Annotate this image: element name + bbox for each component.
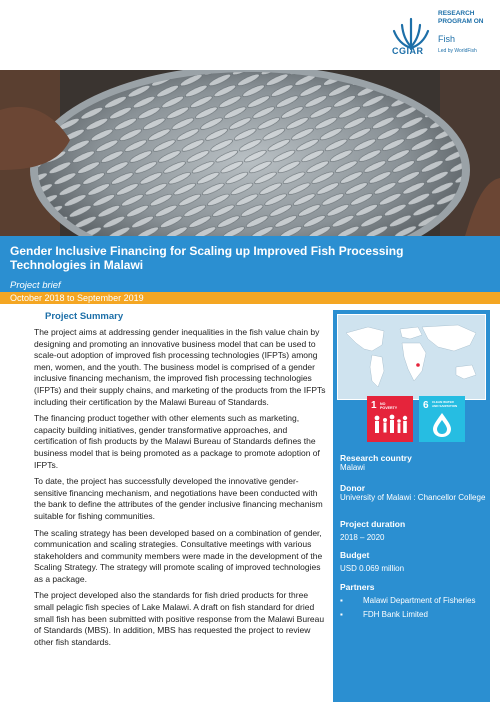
donor-label: Donor xyxy=(340,483,366,493)
summary-paragraph: The project aims at addressing gender inequalities in the fish value chain by designing and promoting an innovative business model that can be used to scale-out adoption of improved fish processing technologies (IFPTs) among men, women, and the youth. The business model is comprised of a gender inclusive financing mechanism, the improved fish processing technologies (IFPTs) and their supply chains, and marketing of the products from the IFPTs including their certification by the Malawi Bureau of Standards. xyxy=(34,327,326,407)
logo-program-text: RESEARCH PROGRAM ON xyxy=(438,10,484,25)
duration-label: Project duration xyxy=(340,519,406,529)
fish-basket-photo xyxy=(0,70,500,236)
logo-led-by-text: Led by WorldFish xyxy=(438,48,477,54)
partners-label: Partners xyxy=(340,582,375,592)
header xyxy=(0,0,500,70)
bullet-icon: ▪ xyxy=(340,610,343,619)
budget-value: USD 0.069 million xyxy=(340,564,405,573)
svg-text:POVERTY: POVERTY xyxy=(380,406,398,410)
malawi-marker-icon xyxy=(416,363,420,367)
project-dates: October 2018 to September 2019 xyxy=(10,293,144,303)
budget-label: Budget xyxy=(340,550,370,560)
page-subtitle: Project brief xyxy=(10,280,61,291)
summary-paragraph: To date, the project has successfully developed the innovative gender-sensitive financing mechanism, and negotiations have been conducted with the bank to define the attributes of the gender inclusive financing mechanism suitable for fishing communities. xyxy=(34,476,323,521)
partner-item: ▪ FDH Bank Limited xyxy=(340,610,428,619)
duration-value: 2018 – 2020 xyxy=(340,533,385,542)
summary-heading: Project Summary xyxy=(45,311,124,322)
partner-item: ▪ Malawi Department of Fisheries xyxy=(340,596,476,605)
date-banner xyxy=(0,292,500,304)
world-map xyxy=(337,314,486,400)
svg-text:6: 6 xyxy=(423,400,429,411)
title-banner xyxy=(0,236,500,292)
sdg-1-icon xyxy=(367,396,413,442)
svg-text:AND SANITATION: AND SANITATION xyxy=(432,404,458,408)
cgiar-fish-logo xyxy=(388,6,498,64)
svg-text:CLEAN WATER: CLEAN WATER xyxy=(432,400,454,404)
logo-cgiar-text: CGIAR xyxy=(392,46,424,56)
summary-paragraph: The project developed also the standards for fish dried products for three small pelagic fish species of Lake Malawi. A draft on fish standard for dried small fish has been submitted with positive response from the Malawi Bureau of Standards (MBS). In addition, MBS has requested the project to review other fish standards. xyxy=(34,590,325,647)
summary-paragraph: The scaling strategy has been developed based on a combination of gender, communication and scaling strategies. Consultative meetings with various stakeholders and community members were made in the development of the Scaling Strategy. The strategy will promote scaling of improved technologies as a package. xyxy=(34,527,323,584)
world-map-graphic xyxy=(338,315,486,400)
research-country-value: Malawi xyxy=(340,463,365,472)
bullet-icon: ▪ xyxy=(340,596,343,605)
donor-value: University of Malawi : Chancellor College xyxy=(340,493,486,502)
sdg-icons xyxy=(367,396,467,444)
partners-list xyxy=(340,596,486,624)
logo-fish-text: Fish xyxy=(438,34,456,44)
project-sidebar xyxy=(333,310,490,702)
research-country-label: Research country xyxy=(340,453,412,463)
svg-text:1: 1 xyxy=(371,400,377,411)
page-title: Gender Inclusive Financing for Scaling up Improved Fish Processing Technologies in Malawi xyxy=(10,244,404,272)
summary-paragraph: The financing product together with other elements such as marketing, capacity building initiatives, gender transformative approaches, and certification of fish products by the Malawi Bureau of Standards defines the business model that is being promoted as a package to promote adoption of IFPTs. xyxy=(34,413,320,470)
svg-text:NO: NO xyxy=(380,402,386,406)
summary-body xyxy=(34,327,326,653)
sdg-6-icon xyxy=(419,396,465,442)
